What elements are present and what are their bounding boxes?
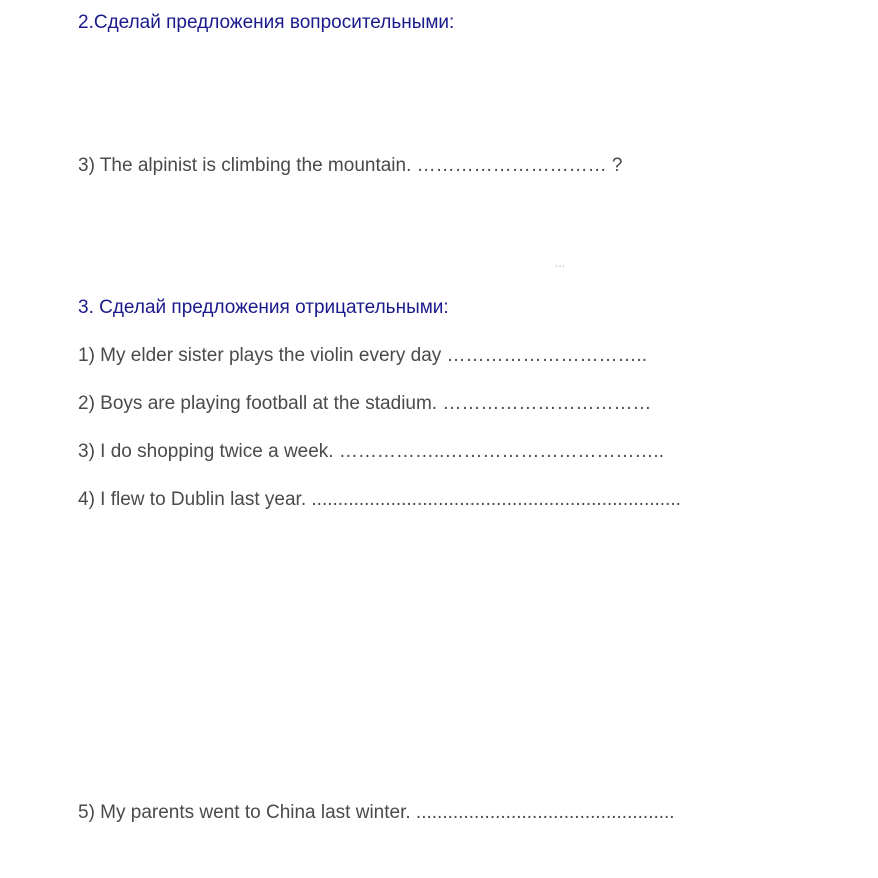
task-3-item-5: 5) My parents went to China last winter. ................................................. [78, 802, 675, 823]
task-3-item-3: 3) I do shopping twice a week. ……………..…………………………….. [78, 441, 664, 462]
task-3-item-2: 2) Boys are playing football at the stadium. …………………………… [78, 393, 652, 414]
task-3-item-1: 1) My elder sister plays the violin every day ………………………….. [78, 345, 648, 366]
task-2-item-3: 3) The alpinist is climbing the mountain. ………………………… ? [78, 155, 623, 176]
task-2-heading: 2.Сделай предложения вопросительными: [78, 12, 455, 33]
task-3-item-4: 4) I flew to Dublin last year. ...................................................................... [78, 489, 681, 510]
scan-artifact-dots: ... [555, 256, 566, 270]
task-3-heading: 3. Сделай предложения отрицательными: [78, 297, 449, 318]
